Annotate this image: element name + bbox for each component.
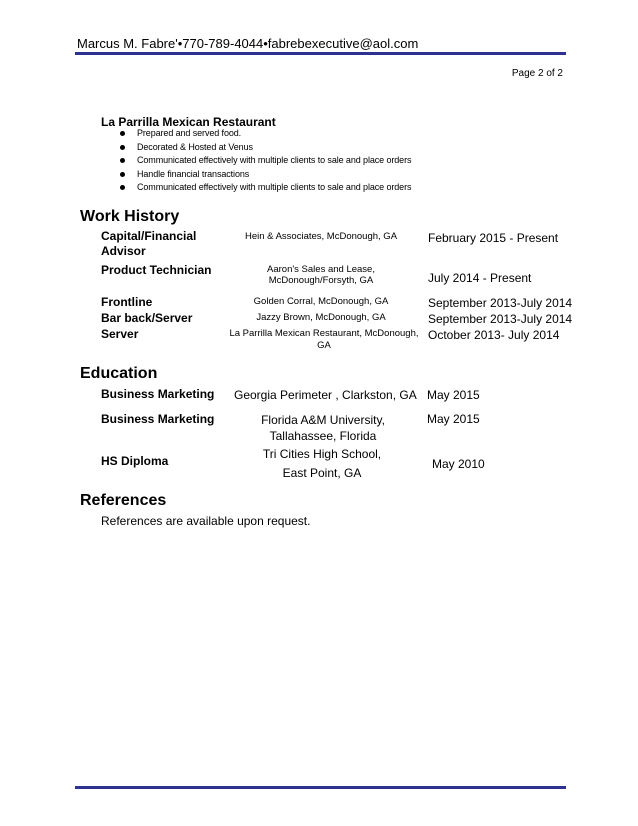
work-employer: La Parrilla Mexican Restaurant, McDonough, GA	[229, 328, 419, 351]
education-school-line2: East Point, GA	[282, 466, 362, 480]
education-heading: Education	[80, 365, 158, 382]
work-employer: Jazzy Brown, McDonough, GA	[256, 312, 386, 323]
work-history-heading: Work History	[80, 208, 180, 225]
list-item: Communicated effectively with multiple clients to sale and place orders	[120, 181, 520, 195]
list-item: Prepared and served food.	[120, 127, 520, 141]
header-divider	[75, 52, 566, 55]
work-employer: Aaron's Sales and Lease, McDonough/Forsyth, GA	[267, 264, 375, 286]
education-school-line1: Tri Cities High School,	[262, 447, 382, 461]
education-school: Florida A&M University, Tallahassee, Florida	[261, 413, 385, 443]
education-degree: Business Marketing	[101, 387, 215, 401]
work-date: July 2014 - Present	[428, 271, 532, 285]
work-date: September 2013-July 2014	[428, 312, 573, 326]
work-employer: Hein & Associates, McDonough, GA	[244, 231, 398, 242]
work-title: Frontline	[101, 295, 153, 309]
work-title: Capital/Financial Advisor	[101, 229, 197, 258]
education-degree: HS Diploma	[101, 454, 169, 468]
list-item: Communicated effectively with multiple clients to sale and place orders	[120, 154, 520, 168]
job-duties-list	[120, 127, 520, 195]
references-heading: References	[80, 492, 167, 509]
education-degree: Business Marketing	[101, 412, 215, 426]
work-date: September 2013-July 2014	[428, 296, 573, 310]
footer-divider	[75, 786, 566, 789]
work-title: Server	[101, 327, 139, 341]
education-date: May 2015	[427, 388, 480, 402]
education-school: Georgia Perimeter , Clarkston, GA	[234, 388, 417, 402]
work-title: Product Technician	[101, 263, 212, 277]
resume-header-contact: Marcus M. Fabre'•770-789-4044•fabrebexecutive@aol.com	[77, 36, 419, 51]
work-date: October 2013- July 2014	[428, 328, 560, 342]
page-number: Page 2 of 2	[511, 68, 563, 79]
education-date: May 2015	[427, 412, 480, 426]
list-item: Decorated & Hosted at Venus	[120, 141, 520, 155]
education-date: May 2010	[432, 457, 485, 471]
job-title: La Parrilla Mexican Restaurant	[101, 115, 276, 129]
references-text: References are available upon request.	[101, 514, 311, 528]
list-item: Handle financial transactions	[120, 168, 520, 182]
work-title: Bar back/Server	[101, 311, 193, 325]
work-date: February 2015 - Present	[428, 231, 559, 245]
work-employer: Golden Corral, McDonough, GA	[253, 296, 389, 307]
